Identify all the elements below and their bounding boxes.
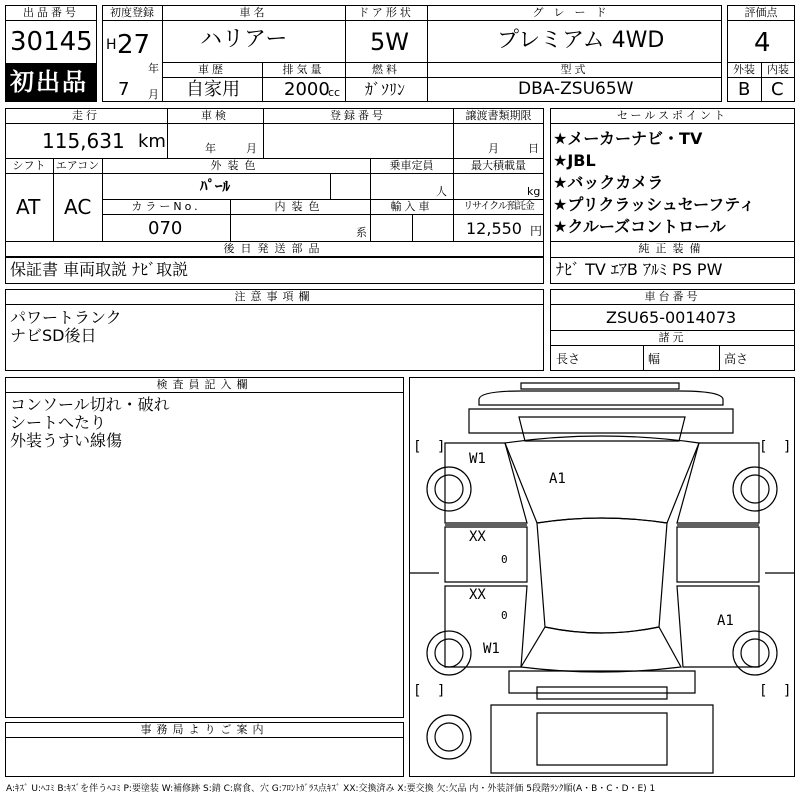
sales-point: ★バックカメラ [553, 173, 664, 192]
transfer-label: 譲渡書類期限 [465, 109, 532, 122]
bracket: [ [759, 439, 768, 455]
exterior-label: 外装 [733, 63, 755, 76]
right-rear-door [677, 527, 759, 582]
history: 自家用 [186, 79, 240, 100]
sales-point: ★メーカーナビ・TV [553, 129, 703, 148]
displacement-unit: cc [328, 86, 341, 99]
recycle-label: リサイクル預託金 [463, 201, 534, 212]
interior-grade: C [771, 79, 784, 100]
reg-year: 27 [117, 30, 151, 60]
history-label: 車歴 [198, 63, 226, 76]
later-parts: 保証書 車両取説 ﾅﾋﾞ取説 [10, 260, 189, 279]
damage-mark: W1 [469, 451, 486, 467]
inspector-note: 外装うすい線傷 [10, 431, 123, 450]
front-edge-outline [479, 391, 723, 405]
ext-color: ﾊﾟｰﾙ [200, 177, 231, 195]
mileage-unit: km [138, 131, 166, 152]
left-rear-door [445, 527, 527, 582]
import-label: 輸入車 [390, 200, 433, 213]
bracket: [ [759, 683, 768, 699]
damage-mark: XX [469, 529, 486, 545]
height-label: 高さ [724, 352, 749, 366]
door: 5W [370, 28, 409, 56]
mileage-label: 走行 [72, 109, 100, 122]
reg-month: 7 [118, 79, 130, 100]
wheel-front-left [427, 467, 471, 511]
width-label: 幅 [648, 352, 661, 366]
damage-mark: XX [469, 587, 486, 603]
load-label: 最大積載量 [471, 159, 526, 172]
chassis-label: 車台番号 [644, 290, 701, 303]
office-label: 事務局よりご案内 [140, 723, 269, 736]
interior-label: 内装 [767, 63, 789, 76]
car-name-label: 車名 [239, 6, 268, 19]
month-unit: 月 [148, 88, 159, 101]
load-unit: kg [527, 185, 541, 198]
inspector-note: シートへたり [10, 413, 107, 432]
caution-label: 注意事項欄 [234, 290, 315, 303]
grade: プレミアム 4WD [497, 28, 665, 53]
model-label: 型式 [560, 63, 589, 76]
year-unit: 年 [148, 62, 159, 75]
int-color-label: 内装色 [274, 200, 326, 213]
shift-label: シフト [12, 159, 46, 172]
sales-points-list [553, 128, 755, 238]
capacity-unit: 人 [436, 185, 447, 198]
ac-label: エアコン [55, 159, 100, 172]
sales-point: ★クルーズコントロール [553, 217, 726, 236]
bracket: ] [783, 683, 792, 699]
length-label: 長さ [556, 352, 581, 366]
bracket: ] [437, 439, 446, 455]
score: 4 [754, 28, 771, 58]
hood-outline [469, 409, 733, 433]
transfer-day-unit: 日 [528, 142, 539, 155]
int-color-unit: 系 [356, 226, 367, 239]
caution-list [10, 309, 122, 345]
inspection-month-unit: 月 [246, 142, 257, 155]
displacement: 2000 [284, 79, 330, 100]
damage-mark: A1 [549, 471, 566, 487]
damage-mark: A1 [717, 613, 734, 629]
equipment-label: 純正装備 [638, 242, 707, 255]
chassis-number: ZSU65-0014073 [606, 308, 737, 327]
displacement-label: 排気量 [282, 63, 325, 76]
color-no: 070 [148, 218, 183, 239]
inspection-year-unit: 年 [205, 142, 216, 155]
ext-color-label: 外装色 [210, 159, 262, 172]
model: DBA-ZSU65W [518, 79, 634, 99]
capacity-label: 乗車定員 [389, 159, 434, 172]
color-no-label: カラーNo. [131, 200, 201, 213]
right-front-door [677, 443, 759, 523]
inspection-label: 車検 [201, 109, 229, 122]
damage-zero: 0 [501, 553, 508, 566]
door-label: ドア形状 [358, 6, 414, 19]
damage-zero: 0 [501, 609, 508, 622]
car-diagram [409, 377, 795, 777]
shift: AT [16, 195, 41, 219]
lot-number: 30145 [10, 27, 93, 57]
mileage: 115,631 [42, 129, 125, 153]
caution-item: パワートランク [10, 308, 122, 327]
bracket: [ [413, 683, 422, 699]
inspector-note: コンソール切れ・破れ [10, 395, 170, 414]
recycle: 12,550 [466, 219, 522, 238]
ac: AC [64, 195, 92, 219]
equipment: ﾅﾋﾞ TV ｴｱB ｱﾙﾐ PS PW [556, 260, 723, 279]
wheel-rear-left [427, 631, 471, 675]
legend-text: A:ｷｽﾞ U:ﾍｺﾐ B:ｷｽﾞを伴うﾍｺﾐ P:要塗装 W:補修跡 S:錆 C:腐食、穴 G:ﾌﾛﾝﾄｶﾞﾗｽ点ｷｽﾞ XX:交換済み X:要交換 欠:欠品 内・外装評価 5段階ﾗﾝｸ順(A・B・C・D・E) 1 [6, 784, 656, 794]
first-listing-text: 初出品 [10, 68, 88, 96]
spare-wheel [427, 715, 471, 759]
first-reg-label: 初度登録 [110, 6, 154, 19]
exterior-grade: B [738, 79, 751, 100]
bracket: [ [413, 439, 422, 455]
left-front-door [445, 443, 527, 523]
wheel-rear-right [733, 631, 777, 675]
transfer-month-unit: 月 [488, 142, 499, 155]
dims-label: 諸元 [658, 331, 687, 344]
score-label: 評価点 [744, 6, 778, 19]
era: H [106, 37, 117, 53]
bracket: ] [783, 439, 792, 455]
reg-no-label: 登録番号 [330, 109, 386, 122]
inspector-label: 検査員記入欄 [156, 378, 253, 391]
sales-points-label: セールスポイント [616, 109, 728, 122]
rear-glass [521, 627, 681, 672]
floor-outline [491, 705, 713, 773]
fuel: ｶﾞｿﾘﾝ [365, 80, 406, 99]
front-bumper-outline [521, 383, 679, 389]
fuel-label: 燃料 [372, 63, 400, 76]
recycle-unit: 円 [530, 224, 543, 238]
windshield-roof [505, 436, 699, 523]
damage-mark: W1 [483, 641, 500, 657]
lot-number-label: 出品番号 [23, 6, 79, 19]
car-name: ハリアー [200, 27, 288, 52]
sales-point: ★JBL [553, 151, 596, 170]
caution-item: ナビSD後日 [10, 326, 97, 345]
wheel-front-right [733, 467, 777, 511]
sales-point: ★プリクラッシュセーフティ [553, 195, 756, 214]
grade-label: グレード [532, 6, 617, 19]
hood-panel [519, 417, 685, 441]
inspector-notes [10, 396, 170, 450]
bracket: ] [437, 683, 446, 699]
later-parts-label: 後日発送部品 [223, 242, 326, 255]
roof-panel [537, 518, 667, 633]
